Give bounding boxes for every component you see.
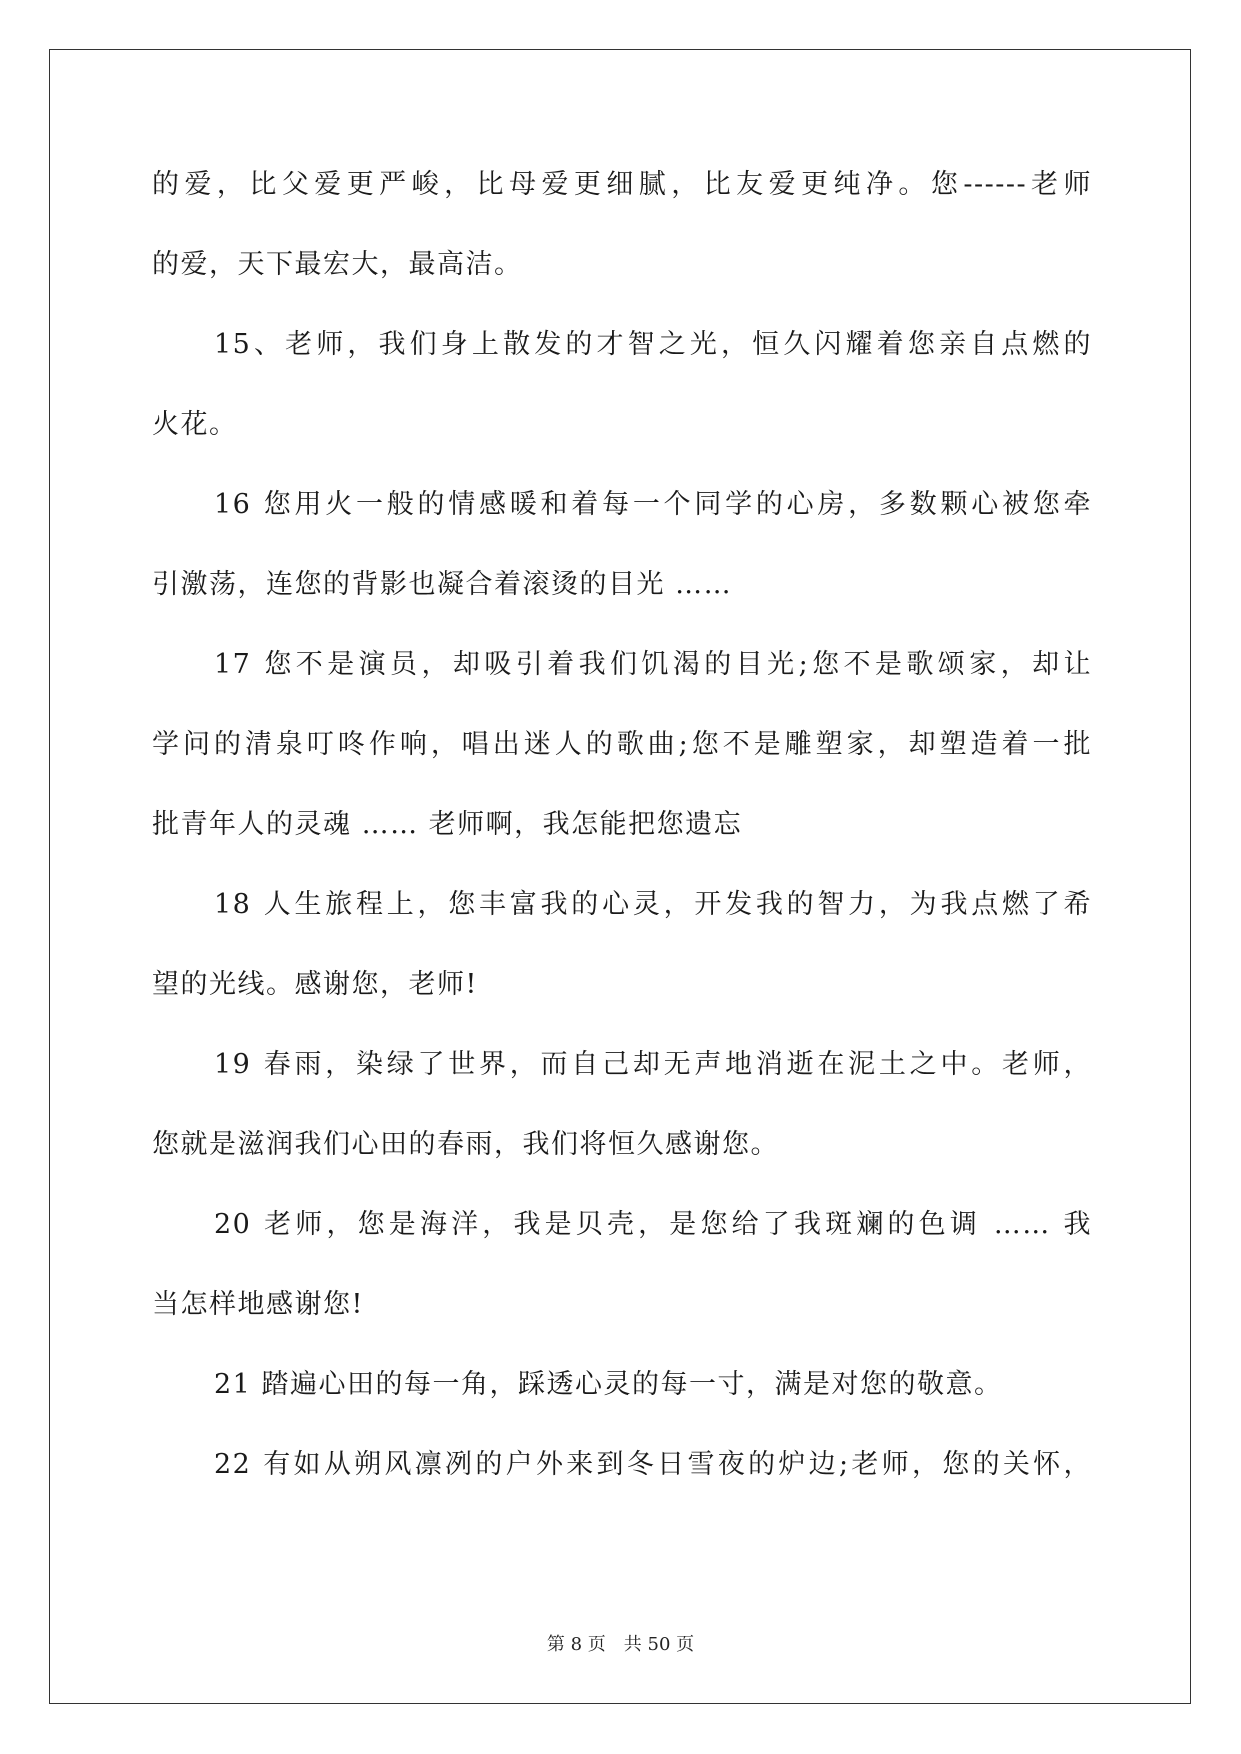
paragraph-start-line: 19 春雨，染绿了世界，而自己却无声地消逝在泥土之中。老师，	[214, 1049, 1092, 1080]
paragraph-start-line: 17 您不是演员，却吸引着我们饥渴的目光;您不是歌颂家，却让	[214, 649, 1092, 680]
text-line: 的爱，比父爱更严峻，比母爱更细腻，比友爱更纯净。您------老师	[152, 169, 1092, 200]
paragraph-start-line: 21 踏遍心田的每一角，踩透心灵的每一寸，满是对您的敬意。	[214, 1369, 1003, 1400]
text-line: 引激荡，连您的背影也凝合着滚烫的目光 ……	[152, 569, 733, 600]
text-line: 学问的清泉叮咚作响，唱出迷人的歌曲;您不是雕塑家，却塑造着一批	[152, 729, 1092, 760]
text-line: 望的光线。感谢您，老师!	[152, 969, 478, 1000]
paragraph-start-line: 15、老师，我们身上散发的才智之光，恒久闪耀着您亲自点燃的	[214, 329, 1092, 360]
text-line: 批青年人的灵魂 …… 老师啊，我怎能把您遗忘	[152, 809, 743, 840]
page-footer: 第 8 页 共 50 页	[546, 1634, 695, 1655]
paragraph-start-line: 18 人生旅程上，您丰富我的心灵，开发我的智力，为我点燃了希	[214, 889, 1092, 920]
paragraph-start-line: 22 有如从朔风凛冽的户外来到冬日雪夜的炉边;老师，您的关怀，	[214, 1449, 1092, 1480]
text-line: 当怎样地感谢您!	[152, 1289, 364, 1320]
text-line: 的爱，天下最宏大，最高洁。	[152, 249, 523, 280]
paragraph-start-line: 20 老师，您是海洋，我是贝壳，是您给了我斑斓的色调 …… 我	[214, 1209, 1092, 1240]
text-line: 火花。	[152, 409, 238, 440]
text-line: 您就是滋润我们心田的春雨，我们将恒久感谢您。	[152, 1129, 779, 1160]
document-body	[152, 160, 1092, 1520]
paragraph-start-line: 16 您用火一般的情感暖和着每一个同学的心房，多数颗心被您牵	[214, 489, 1092, 520]
